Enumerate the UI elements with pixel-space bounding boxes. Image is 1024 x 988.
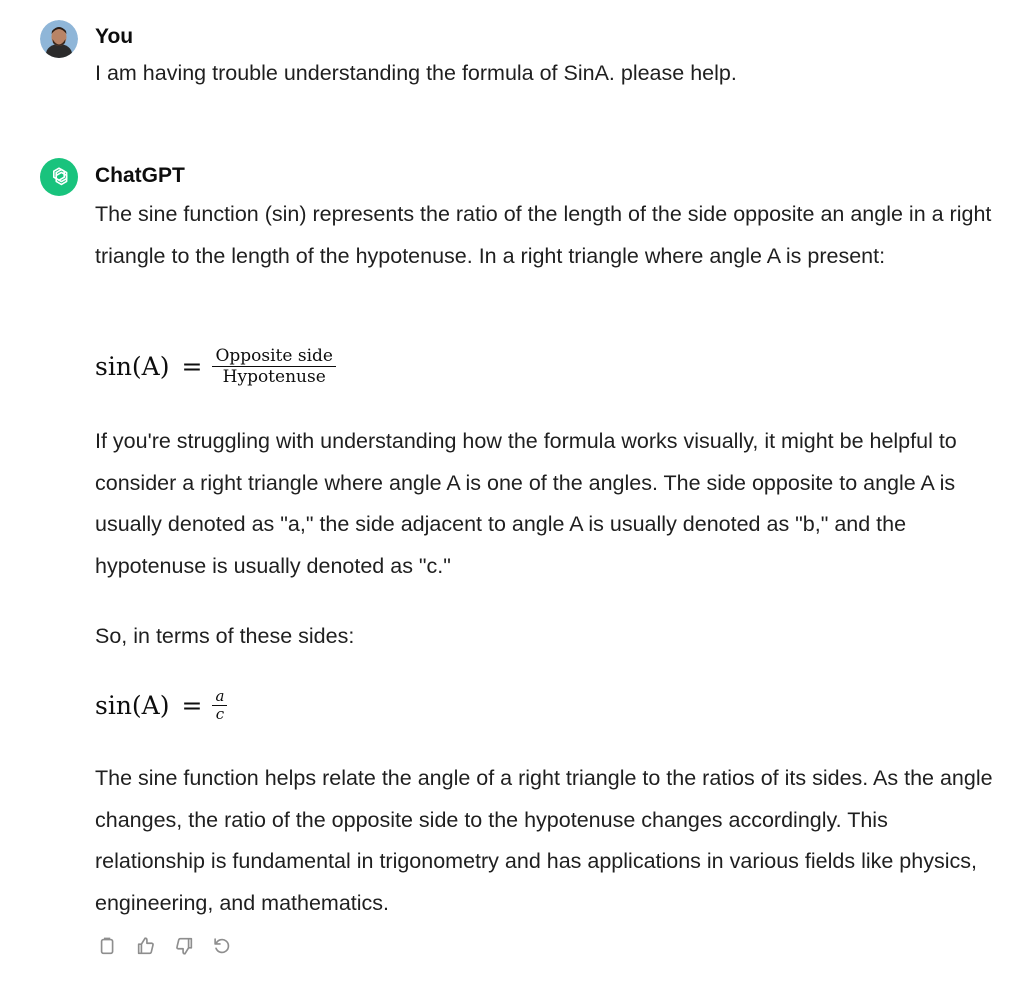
copy-button[interactable] (96, 934, 120, 958)
formula-2-equals: = (181, 691, 203, 720)
formula-sin-opposite-hypotenuse (95, 346, 336, 387)
regenerate-button[interactable] (210, 934, 234, 958)
openai-logo-icon (47, 165, 71, 189)
formula-1-equals: = (181, 352, 203, 381)
formula-1-fraction (212, 346, 336, 387)
formula-sin-a-over-c (95, 688, 227, 723)
message-actions (96, 934, 234, 958)
formula-1-numerator: Opposite side (212, 346, 336, 367)
regenerate-icon (211, 935, 233, 957)
assistant-paragraph-2: If you're struggling with understanding how the formula works visually, it might be helpful to consider a right triangle where angle A is one of the angles. The side opposite to angle A is usually denoted as "a," the side adjacent to angle A is usually denoted as "b," and the hypotenuse is usually denoted as "c." (95, 429, 957, 578)
formula-2-numerator: a (212, 688, 227, 706)
user-avatar (40, 20, 78, 58)
formula-2-lhs: sin(A) (95, 691, 170, 720)
assistant-paragraph-3: So, in terms of these sides: (95, 624, 355, 648)
thumbs-down-button[interactable] (172, 934, 196, 958)
user-photo-icon (40, 20, 78, 58)
formula-1-lhs: sin(A) (95, 352, 170, 381)
assistant-paragraph-1: The sine function (sin) represents the ratio of the length of the side opposite an angle in a right triangle to the length of the hypotenuse. In a right triangle where angle A is present: (95, 202, 992, 268)
thumbs-up-icon (135, 935, 157, 957)
thumbs-up-button[interactable] (134, 934, 158, 958)
formula-1-denominator: Hypotenuse (222, 367, 326, 387)
chatgpt-avatar (40, 158, 78, 196)
copy-icon (97, 935, 119, 957)
thumbs-down-icon (173, 935, 195, 957)
user-name: You (95, 25, 134, 48)
user-message-text: I am having trouble understanding the formula of SinA. please help. (95, 61, 737, 85)
assistant-name: ChatGPT (95, 164, 185, 187)
assistant-paragraph-4: The sine function helps relate the angle of a right triangle to the ratios of its sides. As the angle changes, the ratio of the opposite side to the hypotenuse changes accordingly. This relationship is fundamental in trigonometry and has applications in various fields like physics, engineering, and mathematics. (95, 766, 993, 915)
formula-2-fraction (212, 688, 227, 723)
formula-2-denominator: c (215, 705, 225, 723)
